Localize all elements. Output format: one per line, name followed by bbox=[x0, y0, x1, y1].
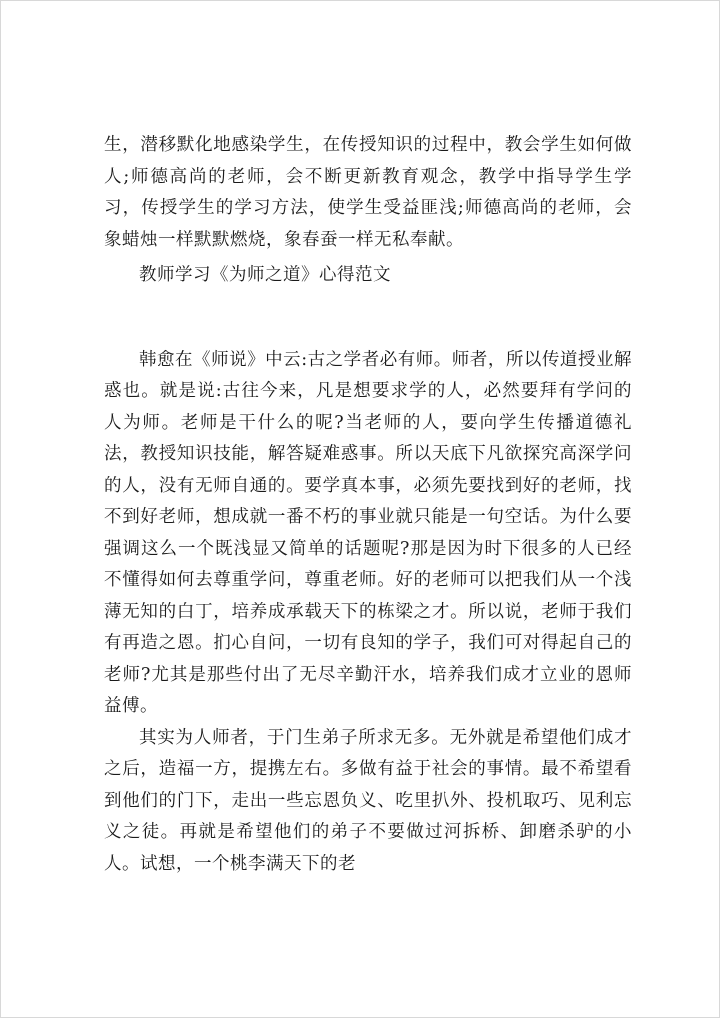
paragraph-han-yu: 韩愈在《师说》中云:古之学者必有师。师者，所以传道授业解惑也。就是说:古往今来，凡是想要求学的人，必然要拜有学问的人为师。老师是干什么的呢?当老师的人，要向学生传播道德礼法，教授知识技能，解答疑难惑事。所以天底下凡欲探究高深学问的人，没有无师自通的。要学真本事，必须先要找到好的老师，找不到好老师，想成就一番不朽的事业就只能是一句空话。为什么要强调这么一个既浅显又简单的话题呢?那是因为时下很多的人已经不懂得如何去尊重学问，尊重老师。好的老师可以把我们从一个浅薄无知的白丁，培养成承载天下的栋梁之才。所以说，老师于我们有再造之恩。扪心自问，一切有良知的学子，我们可对得起自己的老师?尤其是那些付出了无尽辛勤汗水，培养我们成才立业的恩师益傅。 bbox=[104, 349, 632, 716]
document-title: 教师学习《为师之道》心得范文 bbox=[139, 265, 391, 285]
document-body bbox=[104, 130, 632, 880]
section-gap bbox=[104, 292, 632, 345]
paragraph-continuation: 生，潜移默化地感染学生，在传授知识的过程中，教会学生如何做人;师德高尚的老师，会不断更新教育观念，教学中指导学生学习，传授学生的学习方法，使学生受益匪浅;师德高尚的老师，会象蜡烛一样默默燃烧，象春蚕一样无私奉献。 bbox=[104, 135, 632, 250]
paragraph-teacher-wishes: 其实为人师者，于门生弟子所求无多。无外就是希望他们成才之后，造福一方，提携左右。多做有益于社会的事情。最不希望看到他们的门下，走出一些忘恩负义、吃里扒外、投机取巧、见利忘义之徒。再就是希望他们的弟子不要做过河拆桥、卸磨杀驴的小人。试想，一个桃李满天下的老 bbox=[104, 727, 632, 874]
